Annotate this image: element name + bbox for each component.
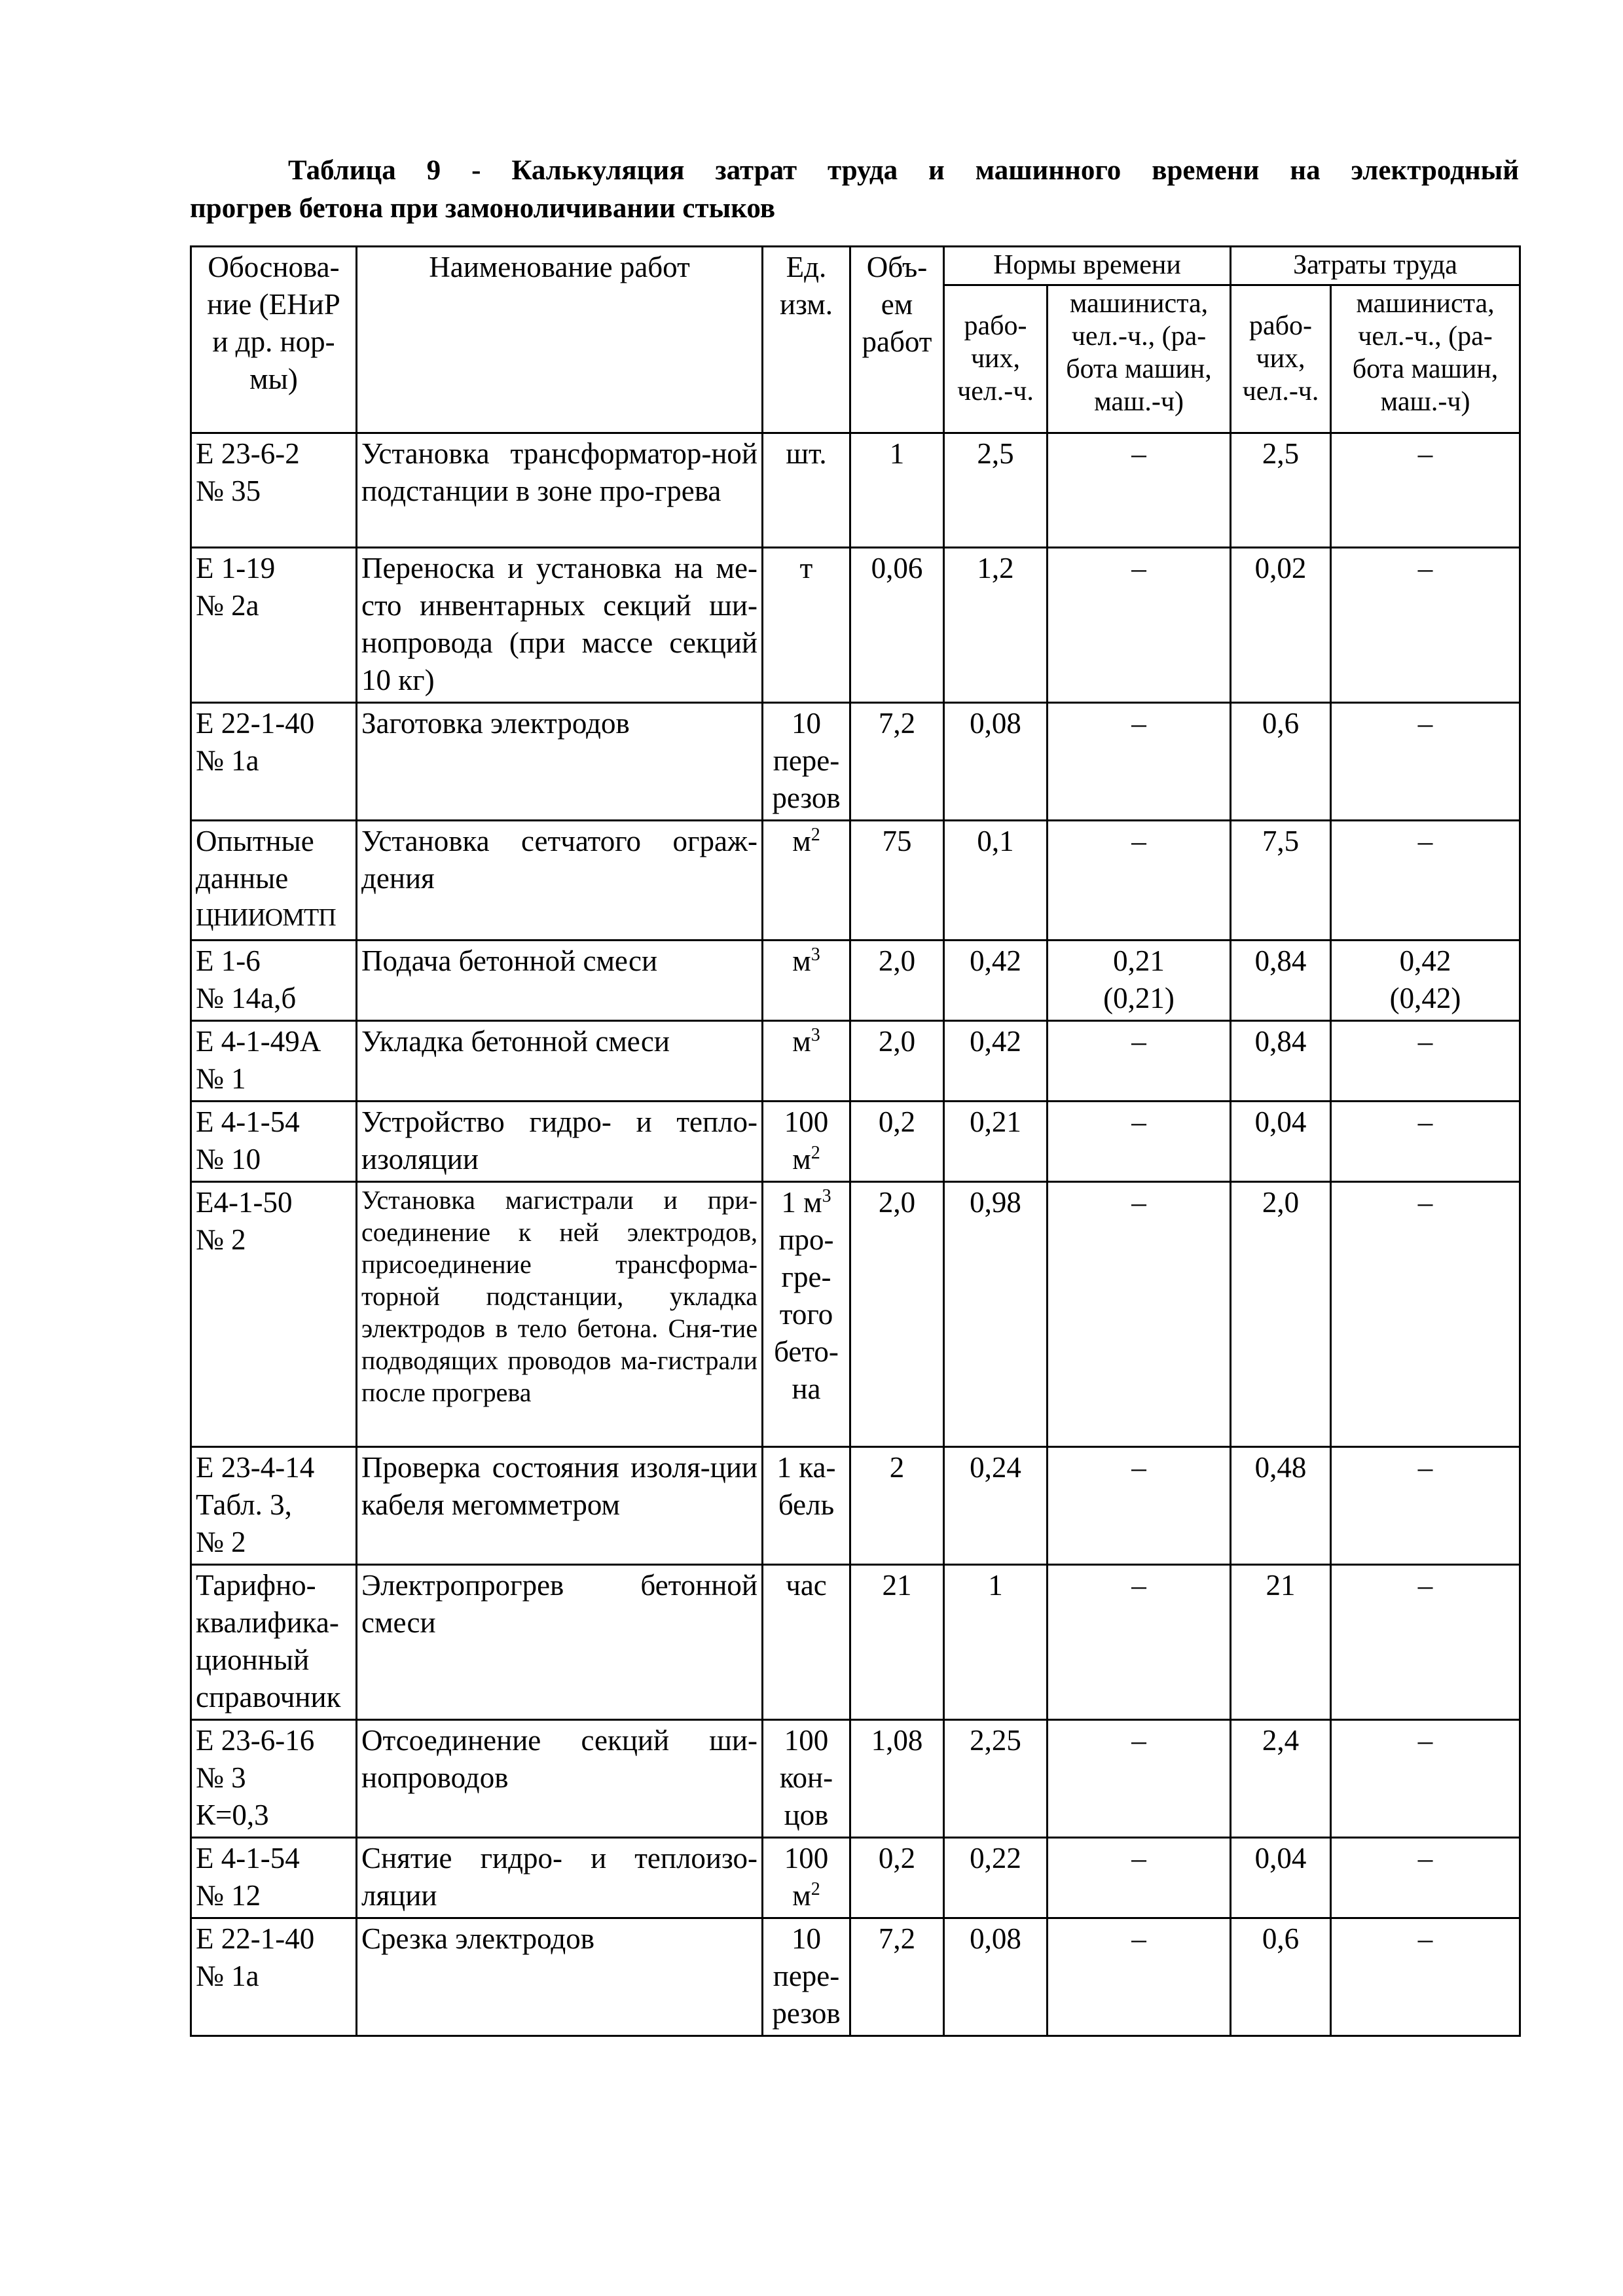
norm-workers-cell: 2,5 — [944, 433, 1048, 548]
norm-machinist-cell: – — [1048, 703, 1231, 821]
labor-cost-table — [190, 245, 1521, 2037]
basis-cell: Е4-1-50 № 2 — [191, 1182, 357, 1447]
norm-machinist-cell: – — [1048, 1565, 1231, 1720]
norm-workers-cell: 0,1 — [944, 821, 1048, 941]
labor-workers-cell: 0,6 — [1231, 1918, 1331, 2036]
labor-workers-cell: 0,48 — [1231, 1447, 1331, 1565]
norm-workers-cell: 0,42 — [944, 941, 1048, 1021]
unit-cell: 100 $м^2$ — [763, 1102, 850, 1182]
table-row — [191, 1102, 1520, 1182]
unit-exponent: 3 — [822, 1186, 831, 1206]
norm-workers-cell: 1 — [944, 1565, 1048, 1720]
unit-cell: 10 пере-резов — [763, 703, 850, 821]
basis-cell: Е 4-1-49А № 1 — [191, 1021, 357, 1102]
table-body — [191, 433, 1520, 2036]
unit-cell: 1 ка-бель — [763, 1447, 850, 1565]
norm-machinist-cell: – — [1048, 1918, 1231, 2036]
work-name-cell: Срезка электродов — [357, 1918, 763, 2036]
unit-cell: т — [763, 548, 850, 703]
norm-workers-cell: 1,2 — [944, 548, 1048, 703]
table-row — [191, 1838, 1520, 1918]
labor-machinist-cell: – — [1331, 1102, 1520, 1182]
work-name-cell: Установка трансформатор-ной подстанции в зоне про-грева — [357, 433, 763, 548]
work-name-cell: Заготовка электродов — [357, 703, 763, 821]
volume-cell: 21 — [850, 1565, 944, 1720]
labor-machinist-cell: – — [1331, 1182, 1520, 1447]
labor-machinist-cell: – — [1331, 1720, 1520, 1838]
work-name-cell: Установка магистрали и при-соединение к ней электродов, присоединение трансформа-торной подстанции, укладка электродов в тело бетона. Сня-тие подводящих проводов ма-гистрали после прогрева — [357, 1182, 763, 1447]
norm-machinist-cell: – — [1048, 1182, 1231, 1447]
labor-machinist-cell: – — [1331, 1838, 1520, 1918]
labor-machinist-cell: – — [1331, 1021, 1520, 1102]
header-norms-workers: рабо-чих, чел.-ч. — [944, 285, 1048, 433]
header-basis: Обоснова-ние (ЕНиР и др. нор-мы) — [191, 247, 357, 433]
caption-line-2: прогрев бетона при замоноличивании стыков — [190, 193, 776, 224]
labor-machinist-cell: – — [1331, 433, 1520, 548]
volume-cell: 1,08 — [850, 1720, 944, 1838]
volume-cell: 2,0 — [850, 1021, 944, 1102]
labor-workers-cell: 0,84 — [1231, 941, 1331, 1021]
basis-text: Опытные данные — [196, 825, 314, 895]
basis-cell: Е 23-6-16 № 3 К=0,3 — [191, 1720, 357, 1838]
unit-cell: 100 $м^2$ — [763, 1838, 850, 1918]
norm-machinist-cell: – — [1048, 1021, 1231, 1102]
basis-text-abbrev: ЦНИИОМТП — [196, 904, 336, 931]
basis-cell: Е 23-4-14 Табл. 3, № 2 — [191, 1447, 357, 1565]
unit-exponent: 2 — [811, 1879, 820, 1899]
norm-workers-cell: 0,08 — [944, 703, 1048, 821]
volume-cell: 7,2 — [850, 1918, 944, 2036]
norm-workers-cell: 0,24 — [944, 1447, 1048, 1565]
norm-workers-cell: 0,98 — [944, 1182, 1048, 1447]
volume-cell: 0,06 — [850, 548, 944, 703]
labor-workers-cell: 2,5 — [1231, 433, 1331, 548]
work-name-cell: Подача бетонной смеси — [357, 941, 763, 1021]
unit-cell: $м^2$ — [763, 821, 850, 941]
header-norms-group: Нормы времени — [944, 247, 1231, 285]
header-norms-machinist: машиниста, чел.-ч., (ра-бота машин, маш.-ч) — [1048, 285, 1231, 433]
work-name-cell: Укладка бетонной смеси — [357, 1021, 763, 1102]
table-caption — [190, 152, 1519, 228]
basis-cell: Е 23-6-2 № 35 — [191, 433, 357, 548]
header-volume: Объ-ем работ — [850, 247, 944, 433]
unit-cell: час — [763, 1565, 850, 1720]
basis-cell — [191, 821, 357, 941]
unit-cell: 100 кон-цов — [763, 1720, 850, 1838]
header-labor-workers: рабо-чих, чел.-ч. — [1231, 285, 1331, 433]
norm-workers-cell: 0,22 — [944, 1838, 1048, 1918]
volume-cell: 1 — [850, 433, 944, 548]
norm-machinist-cell: – — [1048, 433, 1231, 548]
labor-workers-cell: 7,5 — [1231, 821, 1331, 941]
unit-tail: про-гре-того бето-на — [774, 1223, 839, 1405]
volume-cell: 2,0 — [850, 941, 944, 1021]
table-row — [191, 433, 1520, 548]
table-row — [191, 1021, 1520, 1102]
labor-workers-cell: 0,04 — [1231, 1838, 1331, 1918]
labor-machinist-cell: – — [1331, 1918, 1520, 2036]
volume-cell: 7,2 — [850, 703, 944, 821]
labor-workers-cell: 0,04 — [1231, 1102, 1331, 1182]
volume-cell: 2,0 — [850, 1182, 944, 1447]
unit-exponent: 2 — [811, 1143, 820, 1163]
labor-workers-cell: 2,4 — [1231, 1720, 1331, 1838]
unit-cell: $м^3$ — [763, 941, 850, 1021]
table-row — [191, 1565, 1520, 1720]
unit-cell: шт. — [763, 433, 850, 548]
table-row — [191, 821, 1520, 941]
basis-cell: Е 22-1-40 № 1а — [191, 703, 357, 821]
table-row — [191, 1447, 1520, 1565]
header-name: Наименование работ — [357, 247, 763, 433]
norm-machinist-cell: – — [1048, 821, 1231, 941]
table-row — [191, 548, 1520, 703]
labor-workers-cell: 0,6 — [1231, 703, 1331, 821]
norm-machinist-cell: – — [1048, 1720, 1231, 1838]
norm-machinist-cell: – — [1048, 1102, 1231, 1182]
basis-cell: Е 22-1-40 № 1а — [191, 1918, 357, 2036]
work-name-cell: Снятие гидро- и теплоизо-ляции — [357, 1838, 763, 1918]
unit-cell: 10 пере-резов — [763, 1918, 850, 2036]
work-name-cell: Электропрогрев бетонной смеси — [357, 1565, 763, 1720]
basis-cell: Е 4-1-54 № 10 — [191, 1102, 357, 1182]
unit-cell: $м^3$ — [763, 1021, 850, 1102]
table-row — [191, 703, 1520, 821]
labor-machinist-cell: – — [1331, 1447, 1520, 1565]
work-name-cell: Установка сетчатого ограж-дения — [357, 821, 763, 941]
header-unit: Ед. изм. — [763, 247, 850, 433]
volume-cell: 75 — [850, 821, 944, 941]
labor-machinist-cell: – — [1331, 703, 1520, 821]
norm-workers-cell: 0,08 — [944, 1918, 1048, 2036]
table-row — [191, 1720, 1520, 1838]
work-name-cell: Отсоединение секций ши-нопроводов — [357, 1720, 763, 1838]
labor-workers-cell: 2,0 — [1231, 1182, 1331, 1447]
labor-workers-cell: 0,84 — [1231, 1021, 1331, 1102]
norm-machinist-cell: 0,21 (0,21) — [1048, 941, 1231, 1021]
norm-workers-cell: 0,21 — [944, 1102, 1048, 1182]
unit-exponent: 3 — [811, 1025, 820, 1045]
labor-workers-cell: 21 — [1231, 1565, 1331, 1720]
volume-cell: 2 — [850, 1447, 944, 1565]
volume-cell: 0,2 — [850, 1838, 944, 1918]
basis-cell: Тарифно-квалифика-ционный справочник — [191, 1565, 357, 1720]
labor-machinist-cell: – — [1331, 1565, 1520, 1720]
norm-machinist-cell: – — [1048, 1447, 1231, 1565]
norm-workers-cell: 0,42 — [944, 1021, 1048, 1102]
basis-cell: Е 1-6 № 14а,б — [191, 941, 357, 1021]
table-row — [191, 1182, 1520, 1447]
unit-cell: 1 $м^3$ про-гре-того бето-на — [763, 1182, 850, 1447]
norm-workers-cell: 2,25 — [944, 1720, 1048, 1838]
norm-machinist-cell: – — [1048, 1838, 1231, 1918]
labor-workers-cell: 0,02 — [1231, 548, 1331, 703]
work-name-cell: Проверка состояния изоля-ции кабеля мегомметром — [357, 1447, 763, 1565]
table-row — [191, 941, 1520, 1021]
labor-machinist-cell: 0,42 (0,42) — [1331, 941, 1520, 1021]
work-name-cell: Устройство гидро- и тепло-изоляции — [357, 1102, 763, 1182]
header-labor-group: Затраты труда — [1231, 247, 1520, 285]
norm-machinist-cell: – — [1048, 548, 1231, 703]
basis-cell: Е 1-19 № 2а — [191, 548, 357, 703]
volume-cell: 0,2 — [850, 1102, 944, 1182]
table-row — [191, 1918, 1520, 2036]
header-labor-machinist: машиниста, чел.-ч., (ра-бота машин, маш.-ч) — [1331, 285, 1520, 433]
unit-exponent: 2 — [811, 825, 820, 845]
labor-machinist-cell: – — [1331, 548, 1520, 703]
caption-line-1: Таблица 9 - Калькуляция затрат труда и машинного времени на электродный — [288, 155, 1519, 186]
work-name-cell: Переноска и установка на ме-сто инвентарных секций ши-нопровода (при массе секций 10 кг) — [357, 548, 763, 703]
basis-cell: Е 4-1-54 № 12 — [191, 1838, 357, 1918]
labor-machinist-cell: – — [1331, 821, 1520, 941]
unit-exponent: 3 — [811, 944, 820, 965]
